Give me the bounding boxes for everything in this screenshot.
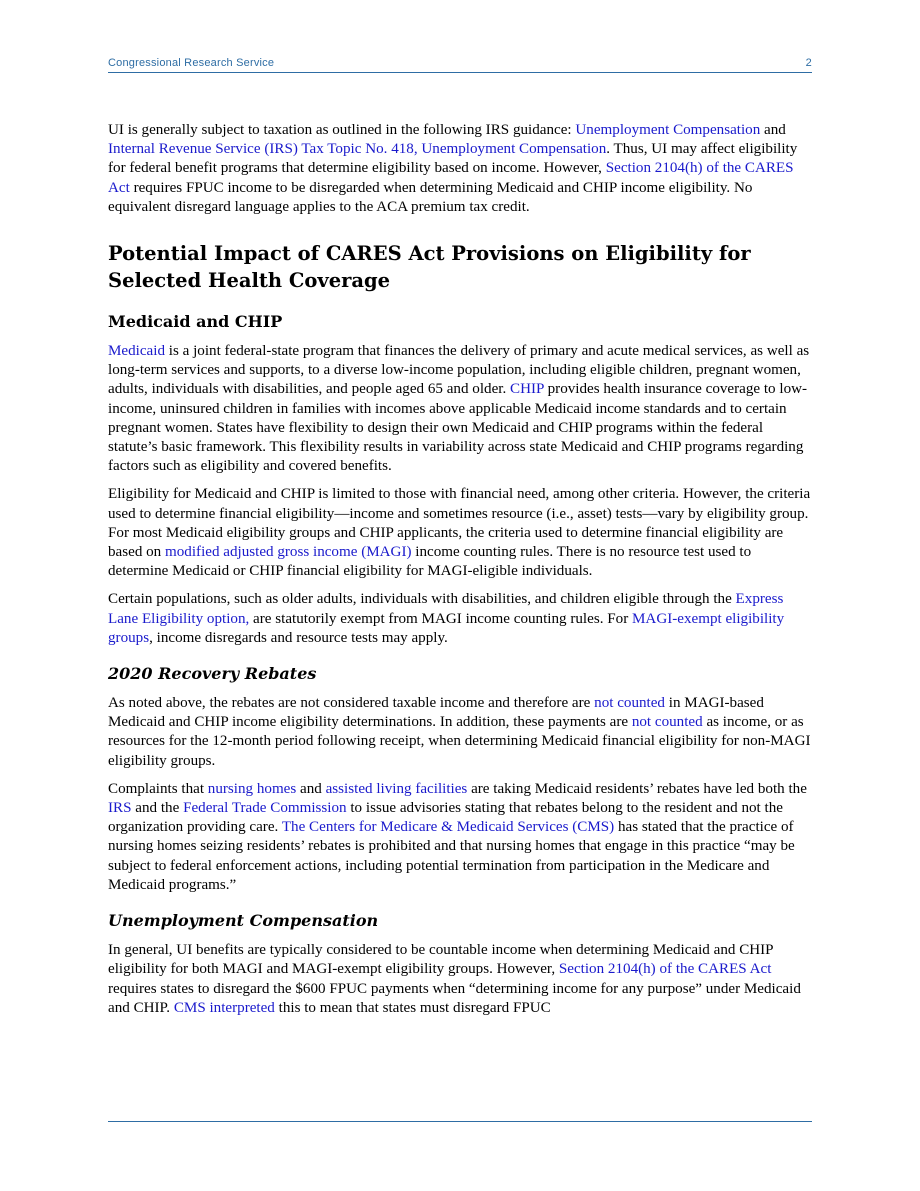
medicaid-paragraph-1: Medicaid is a joint federal-state program that finances the delivery of primary and acute medical services, as well as long-term services and supports, to a diverse low-income population, including eligible children, pregnant women, adults, individuals with disabilities, and people aged 65 and older. CHIP provides health insurance coverage to low-income, uninsured children in families with incomes above applicable Medicaid income standards and to certain pregnant women. States have flexibility to design their own Medicaid and CHIP programs within the federal statute’s basic framework. This flexibility results in variability across state Medicaid and CHIP programs regarding factors such as eligibility and covered benefits. [108,343,810,475]
medicaid-paragraph-3: Certain populations, such as older adults, individuals with disabilities, and children eligible through the Express Lane Eligibility option, are statutorily exempt from MAGI income counting rules. For MAGI-exempt eligibility groups, income disregards and resource tests may apply. [108,591,785,646]
page-header [108,57,812,73]
link-nursing-homes[interactable]: nursing homes [207,780,297,797]
footer-rule [108,1121,812,1122]
link-cms[interactable]: The Centers for Medicare & Medicaid Services (CMS) [281,819,615,836]
link-medicaid[interactable]: Medicaid [108,343,165,360]
link-irs[interactable]: IRS [108,800,132,817]
link-not-counted-2[interactable]: not counted [631,714,703,731]
header-org-name: Congressional Research Service [108,57,275,69]
unemployment-compensation-heading: Unemployment Compensation [108,911,379,931]
medicaid-paragraph-2: Eligibility for Medicaid and CHIP is limited to those with financial need, among other criteria. However, the criteria used to determine financial eligibility—income and sometimes resource (i.e., asset) tests—vary by eligibility group. For most Medicaid eligibility groups and CHIP applicants, the criteria used to determine financial eligibility are based on modified adjusted gross income (MAGI) income counting rules. There is no resource test used to determine Medicaid or CHIP financial eligibility for MAGI-eligible individuals. [108,486,811,580]
section-title: Potential Impact of CARES Act Provisions on Eligibility for Selected Health Coverage [108,242,751,293]
header-page-number: 2 [805,57,812,69]
link-express-lane-eligibility[interactable]: Express Lane Eligibility option, [108,591,784,627]
rebates-paragraph-2: Complaints that nursing homes and assisted living facilities are taking Medicaid residents’ rebates have led both the IRS and the Federal Trade Commission to issue advisories stating that rebates belong to the resident and not the organization providing care. The Centers for Medicare & Medicaid Services (CMS) has stated that the practice of nursing homes seizing residents’ rebates is prohibited and that nursing homes that engage in this practice “may be subject to federal enforcement actions, including potential termination from participation in the Medicare and Medicaid programs.” [108,780,807,893]
link-magi-exempt-groups[interactable]: MAGI-exempt eligibility groups [108,610,785,646]
link-unemployment-compensation[interactable]: Unemployment Compensation [575,122,761,138]
link-federal-trade-commission[interactable]: Federal Trade Commission [183,800,347,817]
intro-paragraph: UI is generally subject to taxation as outlined in the following IRS guidance: Unemployment Compensation and Internal Revenue Service (IRS) Tax Topic No. 418, Unemployment Compensation. Thus, UI may affect eligibility for federal benefit programs that determine eligibility based on income. However, Section 2104(h) of the CARES Act requires FPUC income to be disregarded when determining Medicaid and CHIP income eligibility. No equivalent disregard language applies to the ACA premium tax credit. [108,122,798,215]
link-cares-act-section-2104h-2[interactable]: Section 2104(h) of the CARES Act [558,961,772,978]
document-body [108,121,814,1027]
medicaid-chip-heading: Medicaid and CHIP [108,312,283,332]
recovery-rebates-heading: 2020 Recovery Rebates [108,664,317,684]
link-chip[interactable]: CHIP [510,381,544,398]
link-assisted-living-facilities[interactable]: assisted living facilities [325,780,468,797]
link-irs-tax-topic-418[interactable]: Internal Revenue Service (IRS) Tax Topic No. 418, Unemployment Compensation [108,141,607,158]
link-not-counted-1[interactable]: not counted [594,695,665,712]
rebates-paragraph-1: As noted above, the rebates are not considered taxable income and therefore are not counted in MAGI-based Medicaid and CHIP income eligibility determinations. In addition, these payments are not counted as income, or as resources for the 12-month period following receipt, when determining Medicaid financial eligibility for non-MAGI eligibility groups. [108,695,811,769]
unemployment-paragraph-1: In general, UI benefits are typically considered to be countable income when determining Medicaid and CHIP eligibility for both MAGI and MAGI-exempt eligibility groups. However, Section 2104(h) of the CARES Act requires states to disregard the $600 FPUC payments when “determining income for any purpose” under Medicaid and CHIP. CMS interpreted this to mean that states must disregard FPUC [108,942,801,1016]
link-cms-interpreted[interactable]: CMS interpreted [173,999,275,1016]
link-magi[interactable]: modified adjusted gross income (MAGI) [165,544,412,561]
link-cares-act-section-2104h[interactable]: Section 2104(h) of the CARES Act [108,160,794,196]
